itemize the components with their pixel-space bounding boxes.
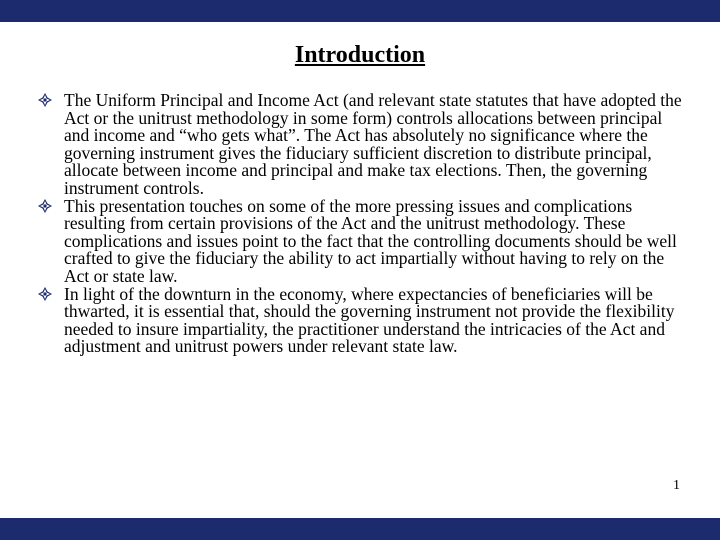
- bullet-item: [38, 92, 690, 198]
- bullet-list: [38, 92, 690, 356]
- page-number: 1: [673, 478, 680, 493]
- four-leaf-diamond-icon: [38, 199, 52, 213]
- bullet-text: This presentation touches on some of the more pressing issues and complications resulting from certain provisions of the Act and the unitrust methodology. These complications and issues point to the fact that the controlling documents should be well crafted to give the fiduciary the ability to act impartially without having to rely on the Act or state law.: [64, 195, 677, 286]
- four-leaf-diamond-icon: [38, 93, 52, 107]
- bullet-item: [38, 283, 690, 357]
- slide-title: Introduction: [294, 42, 426, 68]
- four-leaf-diamond-icon: [38, 287, 52, 301]
- bullet-item: [38, 195, 690, 286]
- bottom-band: [0, 518, 720, 540]
- top-band: [0, 0, 720, 22]
- bullet-text: The Uniform Principal and Income Act (and relevant state statutes that have adopted the Act or the unitrust methodology in some form) controls allocations between principal and income and “who gets what”. The Act has absolutely no significance where the governing instrument gives the fiduciary sufficient discretion to distribute principal, allocate between income and principal and make tax elections. Then, the governing instrument controls.: [64, 90, 682, 198]
- bullet-text: In light of the downturn in the economy, where expectancies of beneficiaries will be thwarted, it is essential that, should the governing instrument not provide the flexibility needed to insure impartiality, the practitioner understand the intricacies of the Act and adjustment and unitrust powers under relevant state law.: [64, 283, 675, 357]
